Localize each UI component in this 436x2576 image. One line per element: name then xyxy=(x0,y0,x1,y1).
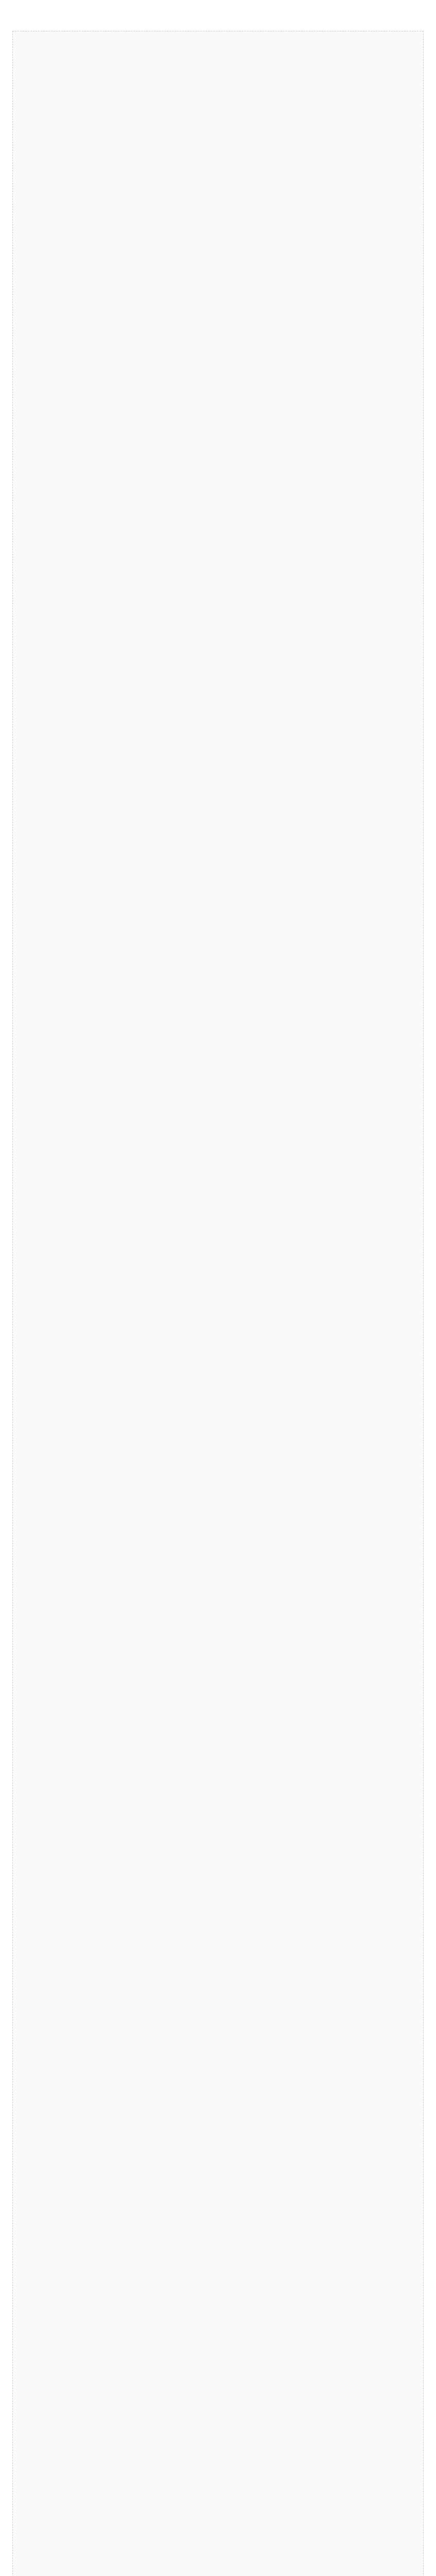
document-body-placeholder xyxy=(12,31,424,2576)
